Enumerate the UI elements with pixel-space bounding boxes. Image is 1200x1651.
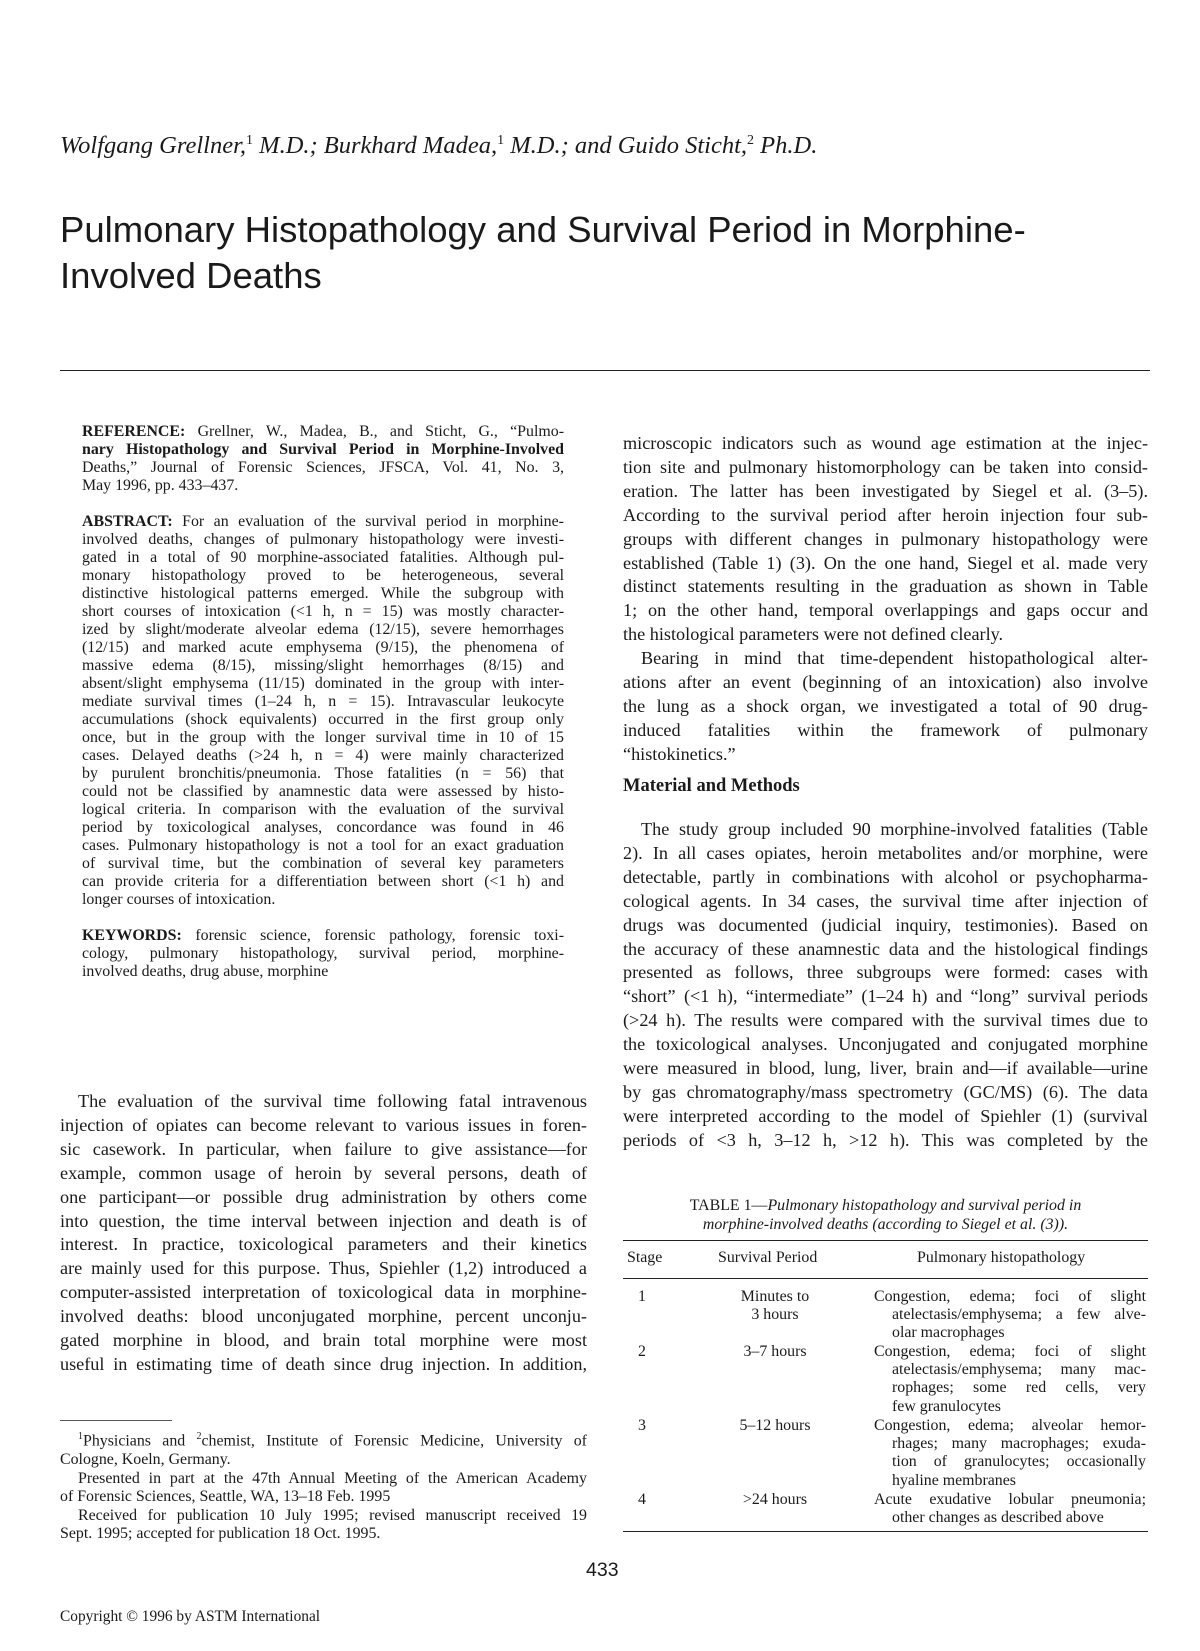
period-line: 3 hours	[751, 1306, 799, 1324]
abstract-line: cases. Delayed deaths (>24 h, n = 4) were mainly characterized	[82, 747, 564, 764]
footnote-marker: 2	[196, 1431, 202, 1442]
author-line	[60, 132, 817, 160]
table-cell-histopathology	[874, 1288, 1146, 1343]
table-caption-line: morphine-involved deaths (according to Siegel et al. (3)).	[702, 1216, 1069, 1233]
body-line: are mainly used for this purpose. Thus, Spiehler (1,2) introduced a	[60, 1258, 587, 1279]
title-line: Involved Deaths	[60, 255, 322, 296]
table-cell-histopathology	[874, 1343, 1146, 1416]
reference-line: nary Histopathology and Survival Period in Morphine-Involved	[82, 441, 564, 458]
footnote-received	[60, 1507, 587, 1543]
table-cell-stage: 3	[638, 1417, 646, 1434]
table-cell-stage: 4	[638, 1491, 646, 1508]
reference-paragraph	[82, 423, 564, 495]
body-line: one participant—or possible drug administration by others come	[60, 1186, 587, 1207]
abstract-line: involved deaths, changes of pulmonary histopathology were investi-	[82, 531, 564, 548]
abstract-line: longer courses of intoxication.	[82, 891, 276, 908]
keywords-paragraph	[82, 927, 564, 981]
abstract-line: can provide criteria for a differentiation between short (<1 h) and	[82, 873, 564, 890]
body-line: injection of opiates can become relevant to various issues in foren-	[60, 1114, 587, 1135]
histo-line: Congestion, edema; alveolar hemor-	[874, 1417, 1146, 1434]
body-line: useful in estimating time of death since drug injection. In addition,	[60, 1353, 587, 1374]
body-line: were interpreted according to the model of Spiehler (1) (survival	[623, 1105, 1148, 1126]
footnote-affiliation	[60, 1428, 587, 1469]
table-top-rule	[623, 1240, 1148, 1241]
table-header-rule	[623, 1278, 1148, 1279]
methods-paragraph	[623, 818, 1148, 1153]
affiliation-marker: 1	[246, 132, 254, 148]
abstract-section	[82, 423, 564, 999]
footnote-text: Physicians and	[83, 1432, 197, 1450]
body-line: eration. The latter has been investigated by Siegel et al. (3–5).	[623, 480, 1148, 501]
table-cell-period	[710, 1491, 840, 1509]
intro-paragraph	[60, 1090, 587, 1377]
histo-line: atelectasis/emphysema; many mac-	[892, 1361, 1146, 1379]
abstract-line: could not be classified by anamnestic data were assessed by histo-	[82, 783, 564, 800]
body-line: the lung as a shock organ, we investigated a total of 90 drug-	[623, 695, 1148, 716]
footnote-divider	[60, 1420, 172, 1421]
body-line: induced fatalities within the framework of pulmonary	[623, 719, 1148, 740]
footnotes	[60, 1428, 587, 1545]
reference-line: May 1996, pp. 433–437.	[82, 477, 239, 494]
table-header-period: Survival Period	[718, 1249, 818, 1266]
body-line: periods of <3 h, 3–12 h, >12 h). This was completed by the	[623, 1129, 1148, 1150]
body-line: the histological parameters were not defined clearly.	[623, 624, 1004, 645]
keywords-line: cology, pulmonary histopathology, survival period, morphine-	[82, 945, 564, 962]
body-line: Bearing in mind that time-dependent histopathological alter-	[641, 648, 1148, 669]
body-line: detectable, partly in combinations with alcohol or psychopharma-	[623, 866, 1148, 887]
affiliation-marker: 2	[747, 132, 755, 148]
reference-line: Deaths,” Journal of Forensic Sciences, JFSCA, Vol. 41, No. 3,	[82, 459, 564, 476]
histo-line: Congestion, edema; foci of slight	[874, 1288, 1146, 1305]
author-name: Burkhard Madea,	[323, 132, 498, 159]
header-divider	[60, 370, 1150, 371]
table-bottom-rule	[623, 1531, 1148, 1532]
body-line: 1; on the other hand, temporal overlappings and gaps occur and	[623, 600, 1148, 621]
abstract-line: short courses of intoxication (<1 h, n = 15) was mostly character-	[82, 603, 564, 620]
histo-line: hyaline membranes	[892, 1471, 1016, 1489]
body-line: example, common usage of heroin by several persons, death of	[60, 1162, 587, 1183]
period-line: 3–7 hours	[743, 1343, 807, 1360]
histo-line: olar macrophages	[892, 1324, 1005, 1342]
histo-line: few granulocytes	[892, 1397, 1001, 1415]
histo-line: Congestion, edema; foci of slight	[874, 1343, 1146, 1360]
body-line: “histokinetics.”	[623, 743, 736, 764]
footnote-presented	[60, 1470, 587, 1506]
body-line: were measured in blood, lung, liver, brain and—if available—urine	[623, 1058, 1148, 1079]
footnote-text: chemist, Institute of Forensic Medicine, University of	[201, 1432, 587, 1450]
abstract-label: ABSTRACT:	[82, 513, 173, 530]
body-line: drugs was documented (judicial inquiry, testimonies). Based on	[623, 914, 1148, 935]
page-number: 433	[586, 1559, 619, 1581]
table-caption	[623, 1196, 1148, 1234]
body-line: groups with different changes in pulmonary histopathology were	[623, 528, 1148, 549]
footnote-text: Presented in part at the 47th Annual Meeting of the American Academy	[78, 1469, 587, 1487]
abstract-line: (12/15) and marked acute emphysema (9/15), the phenomena of	[82, 639, 564, 656]
body-line: by gas chromatography/mass spectrometry (GC/MS) (6). The data	[623, 1081, 1148, 1102]
keywords-label: KEYWORDS:	[82, 927, 182, 944]
abstract-line: cases. Pulmonary histopathology is not a tool for an exact graduation	[82, 837, 564, 854]
abstract-line: mediate survival times (1–24 h, n = 15). Intravascular leukocyte	[82, 693, 564, 710]
author-name: Wolfgang Grellner,	[60, 132, 247, 159]
title-line: Pulmonary Histopathology and Survival Period in Morphine-	[60, 209, 1026, 250]
body-line: the toxicological analyses. Unconjugated and conjugated morphine	[623, 1034, 1148, 1055]
abstract-line: monary histopathology proved to be heterogeneous, several	[82, 567, 564, 584]
abstract-line: gated in a total of 90 morphine-associated fatalities. Although pul-	[82, 549, 564, 566]
reference-label: REFERENCE:	[82, 423, 186, 440]
abstract-line: absent/slight emphysema (11/15) dominated in the group with inter-	[82, 675, 564, 692]
author-name: Guido Sticht,	[617, 132, 748, 159]
paper-title	[60, 207, 1150, 299]
body-line: “short” (<1 h), “intermediate” (1–24 h) and “long” survival periods	[623, 986, 1148, 1007]
histo-line: atelectasis/emphysema; a few alve-	[892, 1306, 1146, 1324]
body-line: distinct statements resulting in the graduation as shown in Table	[623, 576, 1148, 597]
section-heading: Material and Methods	[623, 776, 800, 796]
table-cell-period	[710, 1417, 840, 1435]
body-line: microscopic indicators such as wound age estimation at the injec-	[623, 433, 1148, 453]
table-caption-prefix: TABLE 1—	[689, 1197, 768, 1214]
table-cell-period	[710, 1343, 840, 1361]
table-header-histopathology: Pulmonary histopathology	[917, 1249, 1086, 1266]
right-column-intro	[623, 432, 1148, 767]
body-line: (>24 h). The results were compared with the survival times due to	[623, 1010, 1148, 1031]
body-line: cological agents. In 34 cases, the survival time after injection of	[623, 890, 1148, 911]
table-cell-stage: 1	[638, 1288, 646, 1305]
table-header-stage: Stage	[627, 1249, 663, 1266]
table-cell-histopathology	[874, 1417, 1146, 1490]
keywords-line: involved deaths, drug abuse, morphine	[82, 963, 329, 980]
abstract-line: of survival time, but the combination of several key parameters	[82, 855, 564, 872]
period-line: Minutes to	[740, 1288, 810, 1305]
footnote-marker: 1	[78, 1431, 83, 1442]
table-cell-histopathology	[874, 1491, 1146, 1527]
body-line: The evaluation of the survival time following fatal intravenous	[78, 1091, 587, 1111]
body-line: sic casework. In particular, when failure to give assistance—for	[60, 1138, 587, 1159]
period-line: 5–12 hours	[739, 1417, 811, 1434]
body-line: gated morphine in blood, and brain total morphine were most	[60, 1330, 587, 1351]
affiliation-marker: 1	[497, 132, 505, 148]
body-line: tion site and pulmonary histomorphology can be taken into consid-	[623, 456, 1148, 477]
body-line: The study group included 90 morphine-involved fatalities (Table	[641, 819, 1148, 839]
histo-line: other changes as described above	[892, 1509, 1104, 1527]
histo-line: tion of granulocytes; occasionally	[892, 1453, 1146, 1471]
author-degree: Ph.D.	[754, 132, 818, 159]
body-line: presented as follows, three subgroups were formed: cases with	[623, 962, 1148, 983]
copyright-notice: Copyright © 1996 by ASTM International	[60, 1608, 321, 1625]
footnote-text: Cologne, Koeln, Germany.	[60, 1450, 231, 1468]
table-caption-line: Pulmonary histopathology and survival period in	[767, 1197, 1082, 1214]
body-line: involved deaths: blood unconjugated morphine, percent unconju-	[60, 1306, 587, 1327]
body-line: ations after an event (beginning of an intoxication) also involve	[623, 672, 1148, 693]
histo-line: rhages; many macrophages; exuda-	[892, 1435, 1146, 1453]
footnote-text: Sept. 1995; accepted for publication 18 Oct. 1995.	[60, 1525, 381, 1543]
histo-line: Acute exudative lobular pneumonia;	[874, 1491, 1146, 1508]
author-degree: M.D.; and	[504, 132, 618, 159]
table-cell-stage: 2	[638, 1343, 646, 1360]
abstract-line: ized by slight/moderate alveolar edema (12/15), severe hemorrhages	[82, 621, 564, 638]
body-line: interest. In practice, toxicological parameters and their kinetics	[60, 1234, 587, 1255]
reference-line: Grellner, W., Madea, B., and Sticht, G., “Pulmo-	[197, 423, 564, 440]
body-line: computer-assisted interpretation of toxicological data in morphine-	[60, 1282, 587, 1303]
body-line: 2). In all cases opiates, heroin metabolites and/or morphine, were	[623, 842, 1148, 863]
abstract-line: once, but in the group with the longer survival time in 10 of 15	[82, 729, 564, 746]
table-cell-period	[710, 1288, 840, 1324]
abstract-line: by purulent bronchitis/pneumonia. Those fatalities (n = 56) that	[82, 765, 564, 782]
body-line: into question, the time interval between injection and death is of	[60, 1210, 587, 1231]
abstract-paragraph	[82, 513, 564, 909]
abstract-line: logical criteria. In comparison with the evaluation of the survival	[82, 801, 564, 818]
histo-line: rophages; some red cells, very	[892, 1379, 1146, 1397]
abstract-line: distinctive histological patterns emerged. While the subgroup with	[82, 585, 564, 602]
abstract-line: massive edema (8/15), missing/slight hemorrhages (8/15) and	[82, 657, 564, 674]
body-line: According to the survival period after heroin injection four sub-	[623, 504, 1148, 525]
footnote-text: Received for publication 10 July 1995; revised manuscript received 19	[78, 1507, 587, 1525]
body-line: established (Table 1) (3). On the one hand, Siegel et al. made very	[623, 552, 1148, 573]
author-degree: M.D.;	[253, 132, 324, 159]
abstract-line: For an evaluation of the survival period in morphine-	[182, 513, 564, 530]
period-line: >24 hours	[742, 1491, 808, 1508]
abstract-line: period by toxicological analyses, concordance was found in 46	[82, 819, 564, 836]
keywords-line: forensic science, forensic pathology, forensic toxi-	[195, 927, 564, 944]
footnote-text: of Forensic Sciences, Seattle, WA, 13–18 Feb. 1995	[60, 1487, 391, 1505]
abstract-line: accumulations (shock equivalents) occurred in the first group only	[82, 711, 564, 728]
body-line: the accuracy of these anamnestic data and the histological findings	[623, 938, 1148, 959]
